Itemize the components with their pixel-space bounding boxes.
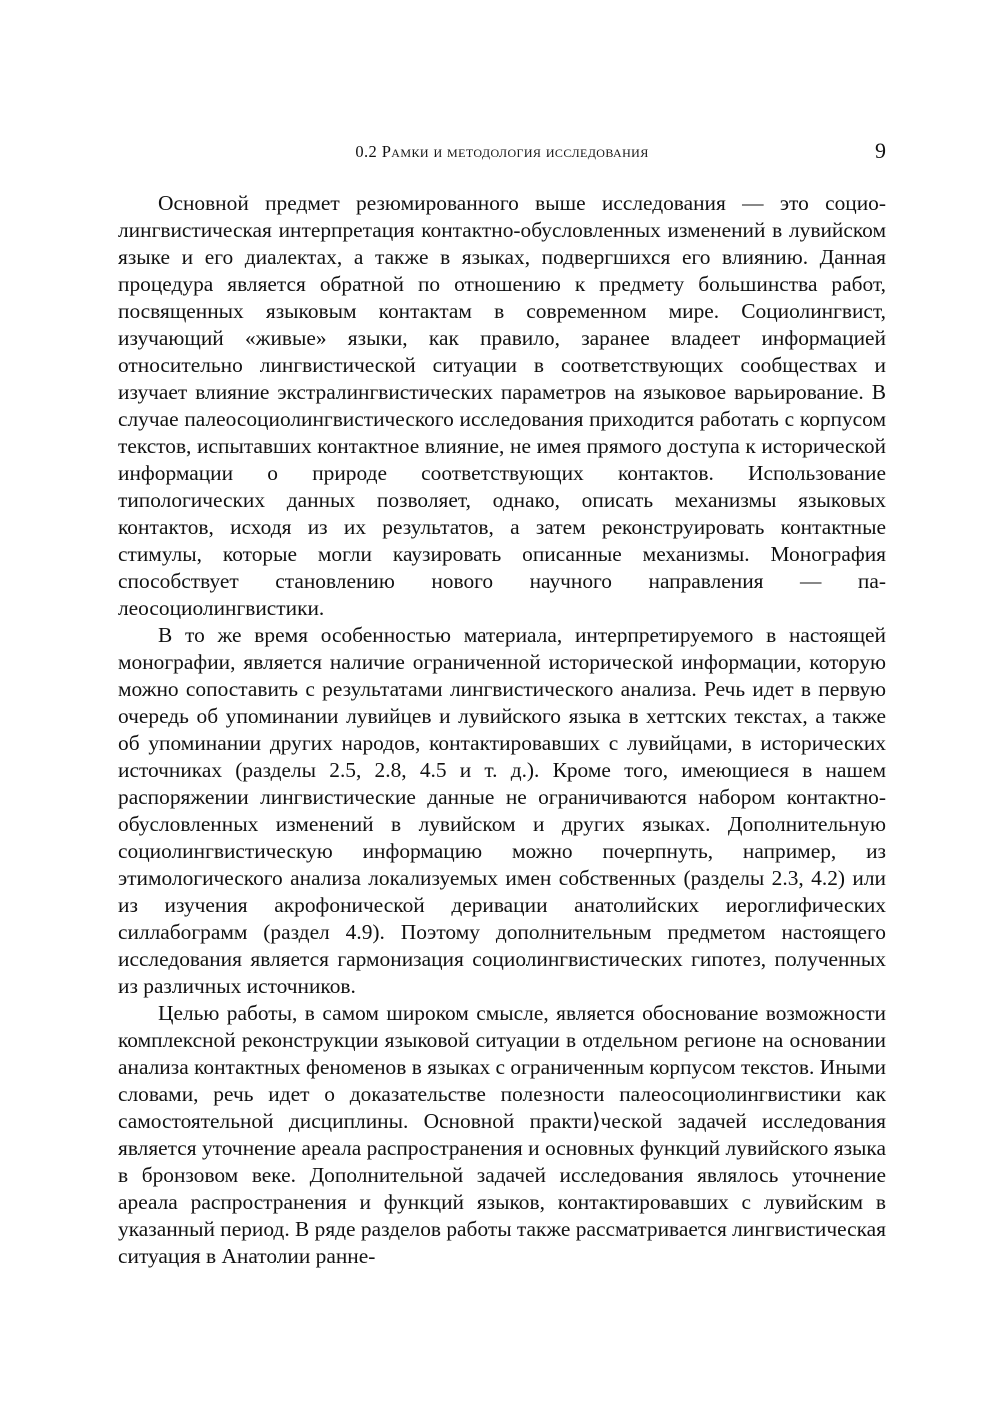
section-title: Рамки и методология исследования (381, 142, 649, 161)
running-title (118, 142, 886, 162)
body-text (118, 190, 886, 1270)
paragraph: В то же время особенностью материала, интерпретируемого в настоящей монографии, является наличие ограниченной исторической информации, которую можно сопоставить с результатами лингвистического анализа. Речь идет в первую очередь об упоминании лувийцев и лувийского языка в хеттских текстах, а также об упоминании других народов, контактировавших с лувийцами, в исторических источниках (разделы 2.5, 2.8, 4.5 и т. д.). Кроме того, имеющиеся в нашем распоряжении лингвистические данные не ограничиваются набором контактно-обусловленных изменений в лувийском и других языках. Дополнительную социолингвистическую информацию можно почерпнуть, например, из этимологического анализа локализуемых имен собственных (разделы 2.3, 4.2) или из изучения акрофонической деривации анатолийских иероглифических силлабограмм (раздел 4.9). Поэтому дополнительным предметом настоящего исследования является гармонизация социолингвистических гипотез, полученных из различных источников. (118, 623, 886, 998)
running-head (118, 138, 886, 168)
book-page (118, 138, 886, 1270)
paragraph: Основной предмет резюмированного выше исследования — это социолингвистическая интерпретация контактно-обусловленных изменений в лувийском языке и его диалектах, а также в языках, подвергшихся его влиянию. Данная процедура является обратной по отношению к предмету большинства работ, посвященных языковым контактам в современном мире. Социолингвист, изучающий «живые» языки, как правило, заранее владеет информацией относительно лингвистической ситуации в соответствующих сообществах и изучает влияние экстралингвистических параметров на языковое варьирование. В случае палеосоциолингвистического исследования приходится работать с корпусом текстов, испытавших контактное влияние, не имея прямого доступа к исторической информации о природе соответствующих контактов. Использование типологических данных позволяет, однако, описать механизмы языковых контактов, исходя из их результатов, а затем реконструировать контактные стимулы, которые могли каузировать описанные механизмы. Монография способствует становлению нового научного направления — палеосоциолингвистики. (118, 191, 886, 620)
paragraph: Целью работы, в самом широком смысле, является обоснование возможности комплексной реконструкции языковой ситуации в отдельном регионе на основании анализа контактных феноменов в языках с ограниченным корпусом текстов. Иными словами, речь идет о доказательстве полезности палеосоциолингвистики как самостоятельной дисциплины. Основной практи⟩ческой задачей исследования является уточнение ареала распространения и основных функций лувийского языка в бронзовом веке. Дополнительной задачей исследования являлось уточнение ареала распространения и функций языков, контактировавших с лувийским в указанный период. В ряде разделов работы также рассматривается лингвистическая ситуация в Анатолии ранне- (118, 1001, 886, 1268)
section-number: 0.2 (355, 142, 378, 161)
page-number: 9 (875, 138, 886, 163)
